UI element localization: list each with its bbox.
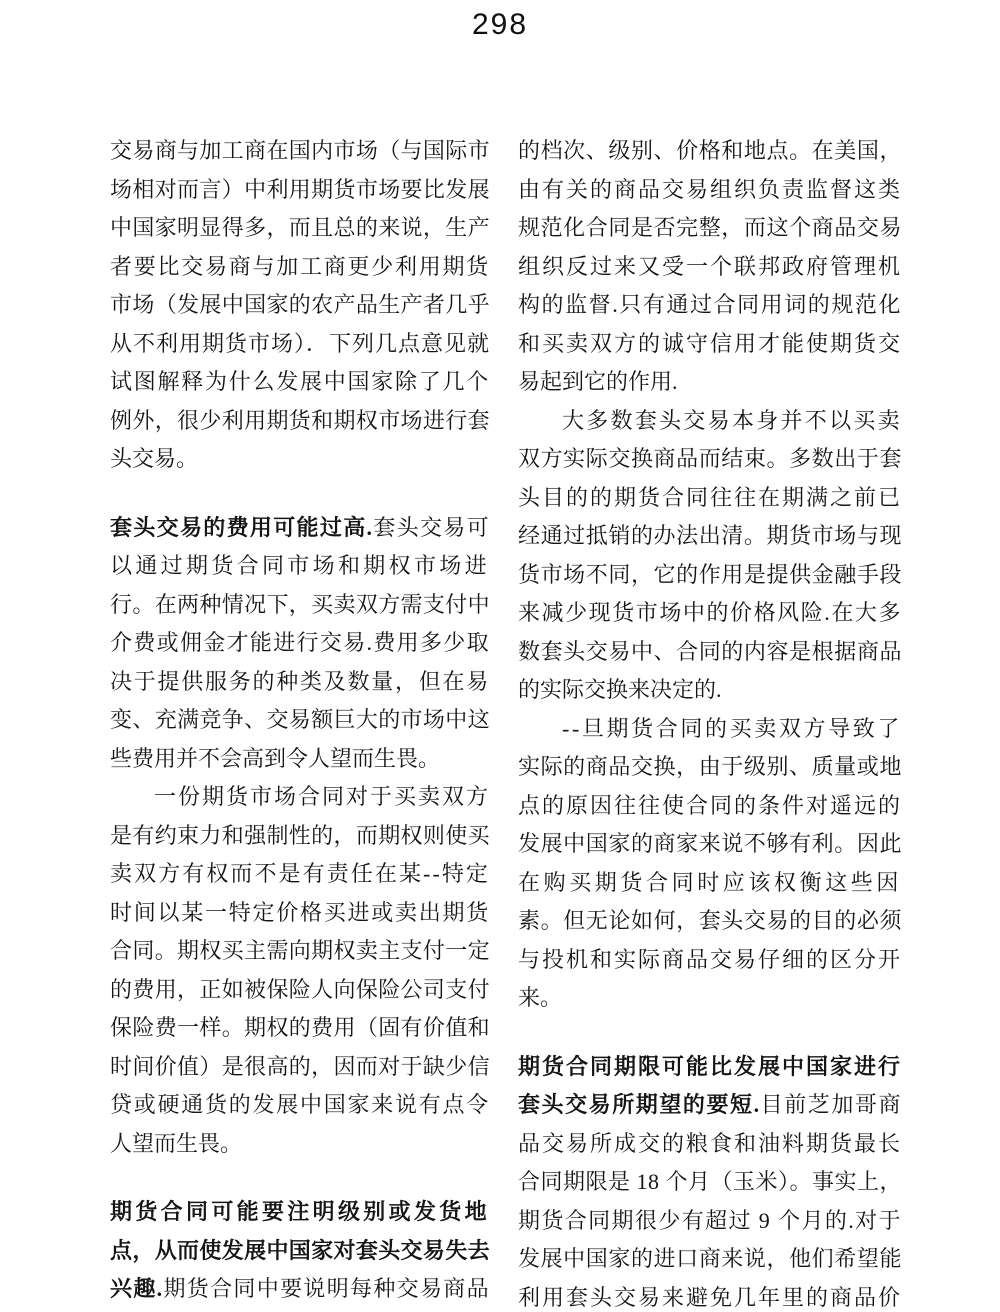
text-segment: 行。在两种情况下，买卖双方需支付中 — [110, 591, 490, 617]
text-segment: 货市场不同，它的作用是提供金融手段 — [518, 561, 903, 587]
text-segment: 实际的商品交换，由于级别、质量或地 — [518, 754, 903, 779]
text-segment: 利用套头交易来避免几年里的商品价 — [518, 1284, 903, 1310]
text-segment: 以通过期货合同市场和期权市场进 — [110, 553, 490, 578]
left-text-column — [110, 132, 490, 1309]
text-line — [518, 325, 902, 364]
paragraph — [110, 1193, 490, 1309]
text-line — [518, 1202, 902, 1241]
text-line — [110, 586, 490, 625]
text-segment: 试图解释为什么发展中国家除了几个 — [110, 369, 491, 394]
text-segment: 由有关的商品交易组织负责监督这类 — [518, 176, 903, 202]
text-line — [518, 633, 902, 672]
text-line — [110, 132, 490, 171]
paragraph — [110, 132, 490, 479]
text-line — [518, 979, 902, 1018]
bold-text-segment: 兴趣. — [110, 1276, 164, 1301]
text-line — [110, 701, 490, 740]
text-segment: 目前芝加哥商 — [760, 1092, 903, 1117]
page-number: 298 — [471, 8, 529, 41]
text-line — [518, 171, 902, 210]
text-line — [518, 864, 902, 903]
text-segment: 双方实际交换商品而结束。多数出于套 — [518, 446, 903, 471]
text-segment: 大多数套头交易本身并不以买卖 — [562, 407, 902, 433]
text-line — [518, 132, 902, 171]
text-segment: 组织反过来又受一个联邦政府管理机 — [518, 253, 903, 279]
text-segment: 市场（发展中国家的农产品生产者几乎 — [110, 292, 490, 317]
text-line — [518, 1240, 902, 1279]
text-segment: 些费用并不会高到令人望而生畏。 — [110, 745, 441, 771]
paragraph — [518, 1048, 902, 1312]
text-line — [110, 547, 490, 586]
text-segment: 套头交易可 — [373, 514, 490, 540]
text-line — [110, 171, 490, 210]
text-segment: 从不利用期货市场）．下列几点意见就 — [110, 330, 491, 356]
text-line — [110, 894, 490, 933]
text-segment: 合同。期权买主需向期权卖主支付一定 — [110, 938, 490, 963]
text-line — [518, 1163, 902, 1202]
text-segment: 品交易所成交的粮食和油料期货最长 — [518, 1130, 903, 1156]
text-line — [518, 825, 902, 864]
text-line — [518, 440, 902, 479]
text-segment: 规范化合同是否完整，而这个商品交易 — [518, 215, 903, 240]
text-line — [110, 1193, 490, 1232]
text-segment: 变、充满竞争、交易额巨大的市场中这 — [110, 707, 490, 732]
text-line — [518, 1086, 902, 1125]
text-segment: 例外，很少利用期货和期权市场进行套 — [110, 407, 490, 433]
text-segment: 介费或佣金才能进行交易.费用多少取 — [110, 630, 490, 655]
paragraph — [518, 132, 902, 402]
text-line — [518, 671, 902, 710]
text-line — [110, 932, 490, 971]
text-line — [110, 1125, 490, 1164]
text-line — [110, 1270, 490, 1309]
text-line — [110, 1232, 490, 1271]
text-segment: 数套头交易中、合同的内容是根据商品 — [518, 638, 903, 664]
text-line — [110, 1048, 490, 1087]
text-segment: 素。但无论如何，套头交易的目的必须 — [518, 908, 903, 933]
text-line — [110, 817, 490, 856]
text-segment: 时间以某一特定价格买进或卖出期货 — [110, 899, 491, 925]
text-line — [518, 209, 902, 248]
text-segment: 卖双方有权而不是有责任在某--特定 — [110, 861, 491, 886]
text-line — [110, 286, 490, 325]
text-line — [110, 325, 490, 364]
text-line — [518, 941, 902, 980]
bold-text-segment: 期货合同期限可能比发展中国家进行 — [518, 1053, 903, 1079]
text-segment: 交易商与加工商在国内市场（与国际市 — [110, 138, 490, 163]
text-line — [110, 663, 490, 702]
text-segment: 的实际交换来决定的. — [518, 677, 722, 702]
bold-text-segment: 点，从而使发展中国家对套头交易失去 — [110, 1237, 490, 1263]
text-segment: 是有约束力和强制性的，而期权则使买 — [110, 822, 490, 848]
text-line — [518, 402, 902, 441]
text-line — [518, 1125, 902, 1164]
paragraph — [110, 778, 490, 1163]
text-line — [518, 787, 902, 826]
text-segment: 期货合同期很少有超过 9 个月的.对于 — [518, 1207, 902, 1233]
text-line — [110, 209, 490, 248]
text-segment: 者要比交易商与加工商更少利用期货 — [110, 253, 491, 279]
text-segment: 头目的的期货合同往往在期满之前已 — [518, 484, 903, 510]
text-line — [110, 363, 490, 402]
paragraph — [518, 710, 902, 1018]
text-line — [518, 1048, 902, 1087]
text-segment: 和买卖双方的诚守信用才能使期货交 — [518, 330, 903, 356]
bold-text-segment: 套头交易所期望的要短. — [518, 1092, 761, 1117]
text-line — [110, 402, 490, 441]
text-segment: 来减少现货市场中的价格风险.在大多 — [518, 600, 903, 625]
text-segment: 中国家明显得多，而且总的来说，生产 — [110, 215, 490, 240]
text-segment: 发展中国家的商家来说不够有利。因此 — [518, 831, 903, 856]
text-segment: 与投机和实际商品交易仔细的区分开 — [518, 946, 903, 972]
text-line — [518, 710, 902, 749]
text-line — [518, 286, 902, 325]
text-line — [518, 902, 902, 941]
text-segment: 时间价值）是很高的，因而对于缺少信 — [110, 1053, 490, 1079]
text-segment: 合同期限是 18 个月（玉米）。事实上， — [518, 1169, 903, 1194]
text-segment: 来。 — [518, 985, 563, 1010]
text-line — [110, 509, 490, 548]
paragraph — [518, 402, 902, 710]
text-line — [110, 855, 490, 894]
text-segment: 一份期货市场合同对于买卖双方 — [154, 784, 491, 809]
text-segment: 人望而生畏。 — [110, 1130, 243, 1156]
text-segment: 构的监督.只有通过合同用词的规范化 — [518, 292, 903, 317]
text-line — [110, 740, 490, 779]
text-segment: 点的原因往往使合同的条件对遥远的 — [518, 792, 903, 818]
text-line — [518, 556, 902, 595]
text-segment: 的费用，正如被保险人向保险公司支付 — [110, 976, 490, 1002]
text-segment: 保险费一样。期权的费用（固有价值和 — [110, 1015, 490, 1040]
text-line — [110, 248, 490, 287]
right-text-column — [518, 132, 902, 1312]
text-segment: 贷或硬通货的发展中国家来说有点令 — [110, 1092, 491, 1117]
text-line — [110, 440, 490, 479]
text-line — [518, 594, 902, 633]
text-segment: 决于提供服务的种类及数量，但在易 — [110, 668, 491, 694]
text-line — [518, 1279, 902, 1312]
text-line — [518, 479, 902, 518]
text-segment: 易起到它的作用. — [518, 369, 678, 394]
text-segment: 头交易。 — [110, 446, 199, 471]
text-segment: --旦期货合同的买卖双方导致了 — [562, 715, 902, 741]
text-line — [518, 748, 902, 787]
text-segment: 发展中国家的进口商来说，他们希望能 — [518, 1246, 903, 1271]
text-line — [518, 248, 902, 287]
text-line — [110, 1086, 490, 1125]
text-segment: 在购买期货合同时应该权衡这些因 — [518, 869, 903, 895]
text-line — [110, 624, 490, 663]
text-line — [518, 517, 902, 556]
text-segment: 期货合同中要说明每种交易商品 — [163, 1276, 490, 1301]
text-line — [110, 971, 490, 1010]
bold-text-segment: 套头交易的费用可能过高. — [110, 514, 374, 540]
paragraph — [110, 509, 490, 779]
text-segment: 的档次、级别、价格和地点。在美国， — [518, 138, 903, 163]
bold-text-segment: 期货合同可能要注明级别或发货地 — [110, 1199, 490, 1224]
text-segment: 场相对而言）中利用期货市场要比发展 — [110, 176, 490, 202]
text-line — [110, 778, 490, 817]
text-line — [518, 363, 902, 402]
text-line — [110, 1009, 490, 1048]
text-segment: 经通过抵销的办法出清。期货市场与现 — [518, 523, 903, 548]
